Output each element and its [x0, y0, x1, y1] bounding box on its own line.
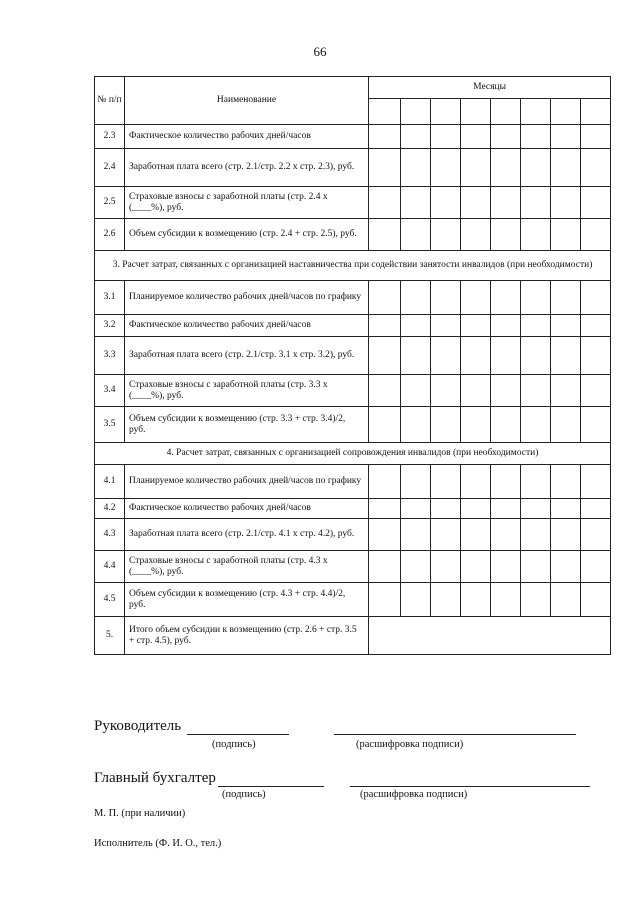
month-cell[interactable]: [551, 219, 581, 251]
month-cell: [461, 99, 491, 125]
month-cell[interactable]: [369, 149, 401, 187]
month-cell[interactable]: [461, 499, 491, 519]
section-title: 3. Расчет затрат, связанных с организацией наставничества при содействии занятости инвалидов (при необходимости): [95, 251, 611, 281]
month-cell[interactable]: [581, 281, 611, 315]
month-cell[interactable]: [369, 125, 401, 149]
month-cell[interactable]: [401, 499, 431, 519]
row-label: Заработная плата всего (стр. 2.1/стр. 2.2 х стр. 2.3), руб.: [125, 149, 369, 187]
month-cell[interactable]: [491, 465, 521, 499]
month-cell[interactable]: [521, 149, 551, 187]
month-cell: [491, 99, 521, 125]
row-number: 5.: [95, 617, 125, 655]
table-row: [95, 187, 611, 219]
month-cell[interactable]: [551, 187, 581, 219]
month-cell[interactable]: [431, 315, 461, 337]
row-number: 3.4: [95, 375, 125, 407]
row-number: 4.2: [95, 499, 125, 519]
month-cell[interactable]: [521, 219, 551, 251]
month-cell[interactable]: [581, 407, 611, 443]
table-row: [95, 315, 611, 337]
month-cell[interactable]: [551, 281, 581, 315]
month-cell[interactable]: [521, 187, 551, 219]
month-cell[interactable]: [401, 337, 431, 375]
month-cell[interactable]: [401, 219, 431, 251]
page-number: 66: [313, 44, 327, 59]
month-cell[interactable]: [551, 551, 581, 583]
month-cell[interactable]: [401, 375, 431, 407]
month-cell[interactable]: [581, 125, 611, 149]
row-number: 2.3: [95, 125, 125, 149]
month-cell[interactable]: [491, 551, 521, 583]
row-label: Фактическое количество рабочих дней/часов: [125, 125, 369, 149]
form-table: [94, 76, 611, 655]
month-cell[interactable]: [581, 465, 611, 499]
row-label: Планируемое количество рабочих дней/часов по графику: [125, 281, 369, 315]
month-cell[interactable]: [369, 337, 401, 375]
month-cell[interactable]: [491, 281, 521, 315]
table-row: [95, 583, 611, 617]
month-cell[interactable]: [369, 315, 401, 337]
month-cell[interactable]: [581, 519, 611, 551]
month-cell[interactable]: [491, 583, 521, 617]
row-label: Страховые взносы с заработной платы (стр. 2.4 х (____%), руб.: [125, 187, 369, 219]
director-decode-caption: (расшифровка подписи): [356, 739, 464, 750]
table-row: [95, 499, 611, 519]
month-cell[interactable]: [551, 125, 581, 149]
director-sign-caption: (подпись): [212, 739, 256, 750]
table-row: [95, 125, 611, 149]
row-label: Объем субсидии к возмещению (стр. 3.3 + стр. 3.4)/2, руб.: [125, 407, 369, 443]
row-label: Объем субсидии к возмещению (стр. 2.4 + стр. 2.5), руб.: [125, 219, 369, 251]
month-cell[interactable]: [521, 583, 551, 617]
header-months: Месяцы: [369, 77, 611, 99]
month-cell[interactable]: [369, 187, 401, 219]
table-body: [95, 125, 611, 655]
month-cell[interactable]: [491, 149, 521, 187]
month-cell[interactable]: [461, 465, 491, 499]
month-cell: [401, 99, 431, 125]
month-cell[interactable]: [369, 499, 401, 519]
month-cell[interactable]: [521, 375, 551, 407]
row-number: 3.1: [95, 281, 125, 315]
month-cell[interactable]: [581, 375, 611, 407]
accountant-label: Главный бухгалтер: [94, 770, 216, 786]
month-cell[interactable]: [461, 551, 491, 583]
month-cell[interactable]: [401, 125, 431, 149]
row-label: Фактическое количество рабочих дней/часов: [125, 315, 369, 337]
month-cell[interactable]: [431, 149, 461, 187]
row-number: 2.5: [95, 187, 125, 219]
month-cell[interactable]: [431, 125, 461, 149]
row-number: 3.3: [95, 337, 125, 375]
month-cell[interactable]: [521, 465, 551, 499]
section-title: 4. Расчет затрат, связанных с организацией сопровождения инвалидов (при необходимости): [95, 443, 611, 465]
month-cell[interactable]: [461, 187, 491, 219]
table-row: [95, 281, 611, 315]
section-row: [95, 443, 611, 465]
month-cell: [521, 99, 551, 125]
month-cell: [369, 99, 401, 125]
month-cell[interactable]: [581, 583, 611, 617]
accountant-signature-row: [94, 770, 594, 792]
row-number: 2.4: [95, 149, 125, 187]
month-cell[interactable]: [461, 519, 491, 551]
month-cell[interactable]: [521, 315, 551, 337]
month-cell: [431, 99, 461, 125]
row-label: Итого объем субсидии к возмещению (стр. 2.6 + стр. 3.5 + стр. 4.5), руб.: [125, 617, 369, 655]
month-cell[interactable]: [431, 551, 461, 583]
row-number: 4.5: [95, 583, 125, 617]
month-cell[interactable]: [521, 499, 551, 519]
month-cell[interactable]: [581, 219, 611, 251]
month-cell[interactable]: [401, 149, 431, 187]
month-cell[interactable]: [369, 219, 401, 251]
month-cell[interactable]: [461, 337, 491, 375]
month-cell[interactable]: [461, 407, 491, 443]
row-label: Страховые взносы с заработной платы (стр. 4.3 х (____%), руб.: [125, 551, 369, 583]
month-cell[interactable]: [491, 187, 521, 219]
row-number: 4.4: [95, 551, 125, 583]
month-cell[interactable]: [551, 337, 581, 375]
month-cell[interactable]: [401, 315, 431, 337]
month-cell[interactable]: [491, 315, 521, 337]
month-cell[interactable]: [431, 281, 461, 315]
row-label: Планируемое количество рабочих дней/часов по графику: [125, 465, 369, 499]
month-cell[interactable]: [551, 407, 581, 443]
month-cell[interactable]: [431, 375, 461, 407]
row-label: Заработная плата всего (стр. 2.1/стр. 4.1 х стр. 4.2), руб.: [125, 519, 369, 551]
section-row: [95, 251, 611, 281]
month-cell[interactable]: [431, 337, 461, 375]
signature-block: [94, 718, 594, 812]
month-cell[interactable]: [369, 551, 401, 583]
month-cell[interactable]: [581, 149, 611, 187]
table-row: [95, 519, 611, 551]
table-row: [95, 551, 611, 583]
month-cell[interactable]: [401, 187, 431, 219]
row-number: 3.5: [95, 407, 125, 443]
accountant-sign-caption: (подпись): [222, 789, 266, 800]
month-cell[interactable]: [401, 519, 431, 551]
month-cell[interactable]: [401, 407, 431, 443]
row-label: Объем субсидии к возмещению (стр. 4.3 + стр. 4.4)/2, руб.: [125, 583, 369, 617]
table-row: [95, 375, 611, 407]
row-number: 2.6: [95, 219, 125, 251]
month-cell[interactable]: [431, 519, 461, 551]
month-cell[interactable]: [551, 149, 581, 187]
month-cell[interactable]: [551, 519, 581, 551]
table-row: [95, 465, 611, 499]
month-cell[interactable]: [551, 375, 581, 407]
month-cell[interactable]: [551, 499, 581, 519]
month-cell[interactable]: [431, 407, 461, 443]
director-sign-line: [187, 718, 289, 735]
month-cell[interactable]: [551, 583, 581, 617]
month-cell[interactable]: [431, 187, 461, 219]
table-row: [95, 617, 611, 655]
month-cell[interactable]: [491, 337, 521, 375]
month-cell[interactable]: [521, 125, 551, 149]
month-cell[interactable]: [431, 583, 461, 617]
row-label: Фактическое количество рабочих дней/часов: [125, 499, 369, 519]
month-cell[interactable]: [581, 551, 611, 583]
executor-note: Исполнитель (Ф. И. О., тел.): [94, 838, 222, 849]
month-cell[interactable]: [369, 281, 401, 315]
month-cell[interactable]: [369, 465, 401, 499]
month-cell[interactable]: [581, 337, 611, 375]
month-cell[interactable]: [369, 519, 401, 551]
month-cell[interactable]: [431, 499, 461, 519]
month-cell[interactable]: [491, 125, 521, 149]
row-label: Заработная плата всего (стр. 2.1/стр. 3.1 х стр. 3.2), руб.: [125, 337, 369, 375]
month-cell[interactable]: [521, 551, 551, 583]
row-number: 4.3: [95, 519, 125, 551]
month-cell[interactable]: [491, 219, 521, 251]
row-label: Страховые взносы с заработной платы (стр. 3.3 х (____%), руб.: [125, 375, 369, 407]
accountant-sign-line: [218, 770, 324, 787]
month-cell: [551, 99, 581, 125]
month-cell[interactable]: [401, 281, 431, 315]
header-num: № п/п: [95, 77, 125, 125]
month-cell[interactable]: [461, 281, 491, 315]
month-cell[interactable]: [401, 465, 431, 499]
stamp-note: М. П. (при наличии): [94, 808, 186, 819]
month-cell[interactable]: [551, 465, 581, 499]
month-cell[interactable]: [431, 219, 461, 251]
table-row: [95, 337, 611, 375]
month-cell[interactable]: [581, 499, 611, 519]
month-cell[interactable]: [551, 315, 581, 337]
table-row: [95, 149, 611, 187]
month-cell[interactable]: [521, 519, 551, 551]
month-cell[interactable]: [491, 375, 521, 407]
accountant-decode-caption: (расшифровка подписи): [360, 789, 468, 800]
month-cell[interactable]: [369, 583, 401, 617]
month-cell[interactable]: [461, 583, 491, 617]
month-cell[interactable]: [461, 219, 491, 251]
month-cell[interactable]: [461, 315, 491, 337]
month-cell[interactable]: [521, 407, 551, 443]
accountant-decode-line: [350, 770, 590, 787]
month-cell[interactable]: [401, 551, 431, 583]
month-cell[interactable]: [491, 499, 521, 519]
month-cell[interactable]: [581, 315, 611, 337]
director-signature-row: [94, 718, 594, 740]
row-number: 3.2: [95, 315, 125, 337]
month-cell[interactable]: [369, 407, 401, 443]
month-cell[interactable]: [401, 583, 431, 617]
month-cell[interactable]: [521, 281, 551, 315]
month-cell[interactable]: [461, 125, 491, 149]
month-cell[interactable]: [431, 465, 461, 499]
month-cell-merged[interactable]: [369, 617, 611, 655]
month-cell[interactable]: [369, 375, 401, 407]
header-name: Наименование: [125, 77, 369, 125]
month-cell: [581, 99, 611, 125]
month-cell[interactable]: [491, 519, 521, 551]
table-row: [95, 219, 611, 251]
director-label: Руководитель: [94, 718, 182, 734]
month-cell[interactable]: [521, 337, 551, 375]
table-row: [95, 407, 611, 443]
row-number: 4.1: [95, 465, 125, 499]
month-cell[interactable]: [581, 187, 611, 219]
month-cell[interactable]: [491, 407, 521, 443]
month-cell[interactable]: [461, 149, 491, 187]
month-cell[interactable]: [461, 375, 491, 407]
director-decode-line: [334, 718, 576, 735]
